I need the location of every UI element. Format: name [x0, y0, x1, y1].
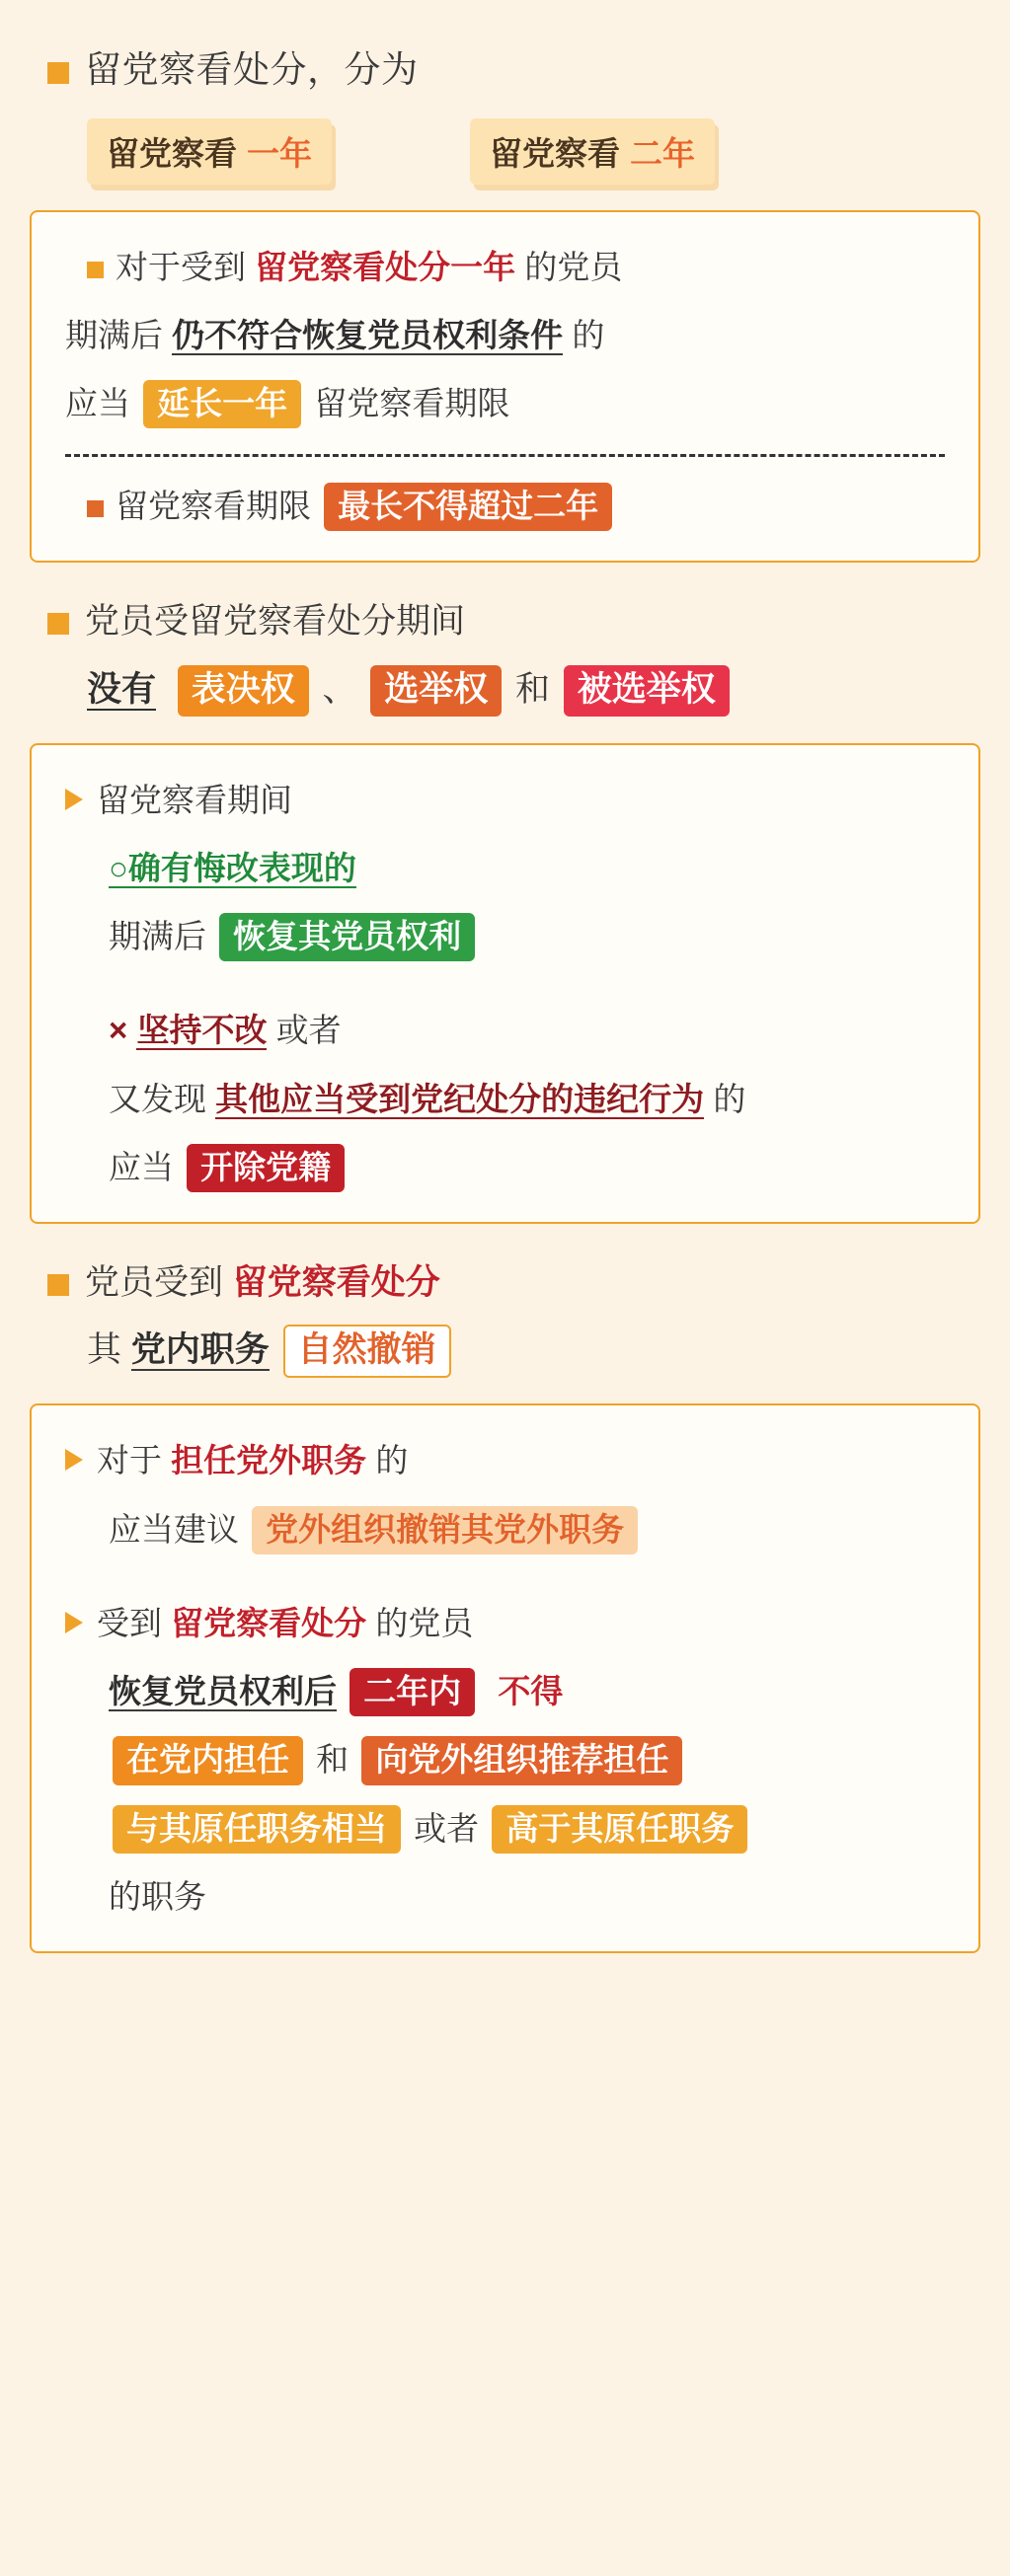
- orange-square-icon: [47, 613, 69, 635]
- s3-line-2: 应当建议 党外组织撤销其党外职务: [109, 1504, 945, 1554]
- triangle-bullet-icon: [65, 789, 83, 810]
- s3-tag-higher-post: 高于其原任职务: [492, 1805, 747, 1854]
- s2-tag-be-elected: 被选举权: [564, 665, 730, 717]
- section2-headline: 党员受留党察看处分期间: [47, 596, 980, 648]
- s2-line-2: [109, 843, 945, 893]
- s3-tag-auto-revoke: 自然撤销: [283, 1325, 451, 1378]
- s3-penalty-label: 留党察看处分: [171, 1604, 367, 1641]
- triangle-bullet-icon: [65, 1449, 83, 1471]
- penalty-chip-two-year: [470, 118, 715, 185]
- s3-outside-post: 担任党外职务: [171, 1442, 367, 1479]
- s3-party-post: 党内职务: [130, 1330, 270, 1370]
- chip-value: 一年: [247, 134, 312, 172]
- chip-prefix: 留党察看: [107, 134, 237, 172]
- s1-highlight-condition: 仍不符合恢复党员权利条件: [172, 316, 564, 353]
- s2-no-label: 没有: [87, 669, 157, 709]
- s2-line-3: 期满后 恢复其党员权利: [109, 911, 945, 961]
- s3-line-7: 的职务: [109, 1877, 206, 1915]
- s1-line-3: 应当 延长一年 留党察看期限: [65, 378, 945, 428]
- chip-value: 二年: [630, 134, 695, 172]
- s1-highlight-oneyear: 留党察看处分一年: [255, 248, 516, 285]
- s2-repent-label: ○确有悔改表现的: [109, 850, 356, 887]
- dashed-divider: [65, 454, 945, 457]
- s1-line-2: 期满后 仍不符合恢复党员权利条件 的: [65, 316, 605, 353]
- s2-tag-elect: 选举权: [370, 665, 502, 717]
- triangle-bullet-icon: [65, 1612, 83, 1633]
- orange-square-icon: [47, 62, 69, 84]
- s3-line-1: 对于 担任党外职务 的: [65, 1435, 945, 1485]
- s3-highlight-penalty: 留党察看处分: [232, 1262, 440, 1302]
- s3-tag-hold-in-party: 在党内担任: [113, 1736, 303, 1784]
- s3-line-6: 与其原任职务相当 或者 高于其原任职务: [109, 1803, 945, 1854]
- s3-line-4: [109, 1666, 945, 1716]
- s1-line-1: 对于受到 留党察看处分一年 的党员: [87, 242, 945, 292]
- s2-line-4: × 坚持不改 或者: [109, 1012, 342, 1049]
- s3-tag-two-years: 二年内: [350, 1668, 475, 1716]
- s3-tag-recommend-outside: 向党外组织推荐担任: [361, 1736, 682, 1784]
- s2-line-1: 留党察看期间: [65, 775, 945, 825]
- s3-tag-suggest-revoke: 党外组织撤销其党外职务: [252, 1506, 638, 1554]
- section3-card: [30, 1403, 980, 1952]
- orange-square-icon: [87, 500, 104, 517]
- s2-tag-vote: 表决权: [178, 665, 309, 717]
- s3-after-restore: 恢复党员权利后: [109, 1673, 337, 1710]
- s2-other-violation: 其他应当受到党纪处分的违纪行为: [215, 1080, 705, 1117]
- section3-subline: 其 党内职务 自然撤销: [87, 1323, 980, 1378]
- section1-card: [30, 210, 980, 564]
- s3-line-5: 在党内担任 和 向党外组织推荐担任: [109, 1734, 945, 1784]
- chip-prefix: 留党察看: [490, 134, 620, 172]
- orange-square-icon: [87, 262, 104, 278]
- section2-rights-line: 没有 表决权 、 选举权 和 被选举权: [87, 662, 980, 718]
- spacer: [65, 979, 945, 1005]
- section2-card: [30, 743, 980, 1224]
- section3-headline: 党员受到 留党察看处分: [47, 1257, 980, 1310]
- s2-line-5: 又发现 其他应当受到党纪处分的违纪行为 的: [109, 1080, 746, 1117]
- s2-persist-label: 坚持不改: [136, 1012, 268, 1049]
- penalty-chip-row: [87, 118, 980, 185]
- section1-headline: 留党察看处分，分为: [47, 43, 980, 97]
- s1-tag-max: 最长不得超过二年: [324, 483, 612, 531]
- s2-tag-restore: 恢复其党员权利: [219, 913, 475, 961]
- s2-cross-icon: ×: [109, 1012, 128, 1049]
- s3-tag-equal-post: 与其原任职务相当: [113, 1805, 401, 1854]
- spacer: [65, 1572, 945, 1598]
- s1-line-4: 留党察看期限 最长不得超过二年: [87, 481, 945, 531]
- orange-square-icon: [47, 1274, 69, 1296]
- s2-tag-expel: 开除党籍: [187, 1144, 345, 1192]
- s3-not-allowed: 不得: [498, 1673, 564, 1710]
- s1-tag-extend: 延长一年: [143, 380, 301, 428]
- s2-line-6: 应当 开除党籍: [109, 1142, 945, 1192]
- penalty-chip-one-year: [87, 118, 332, 185]
- s3-line-3: 受到 留党察看处分 的党员: [65, 1598, 945, 1648]
